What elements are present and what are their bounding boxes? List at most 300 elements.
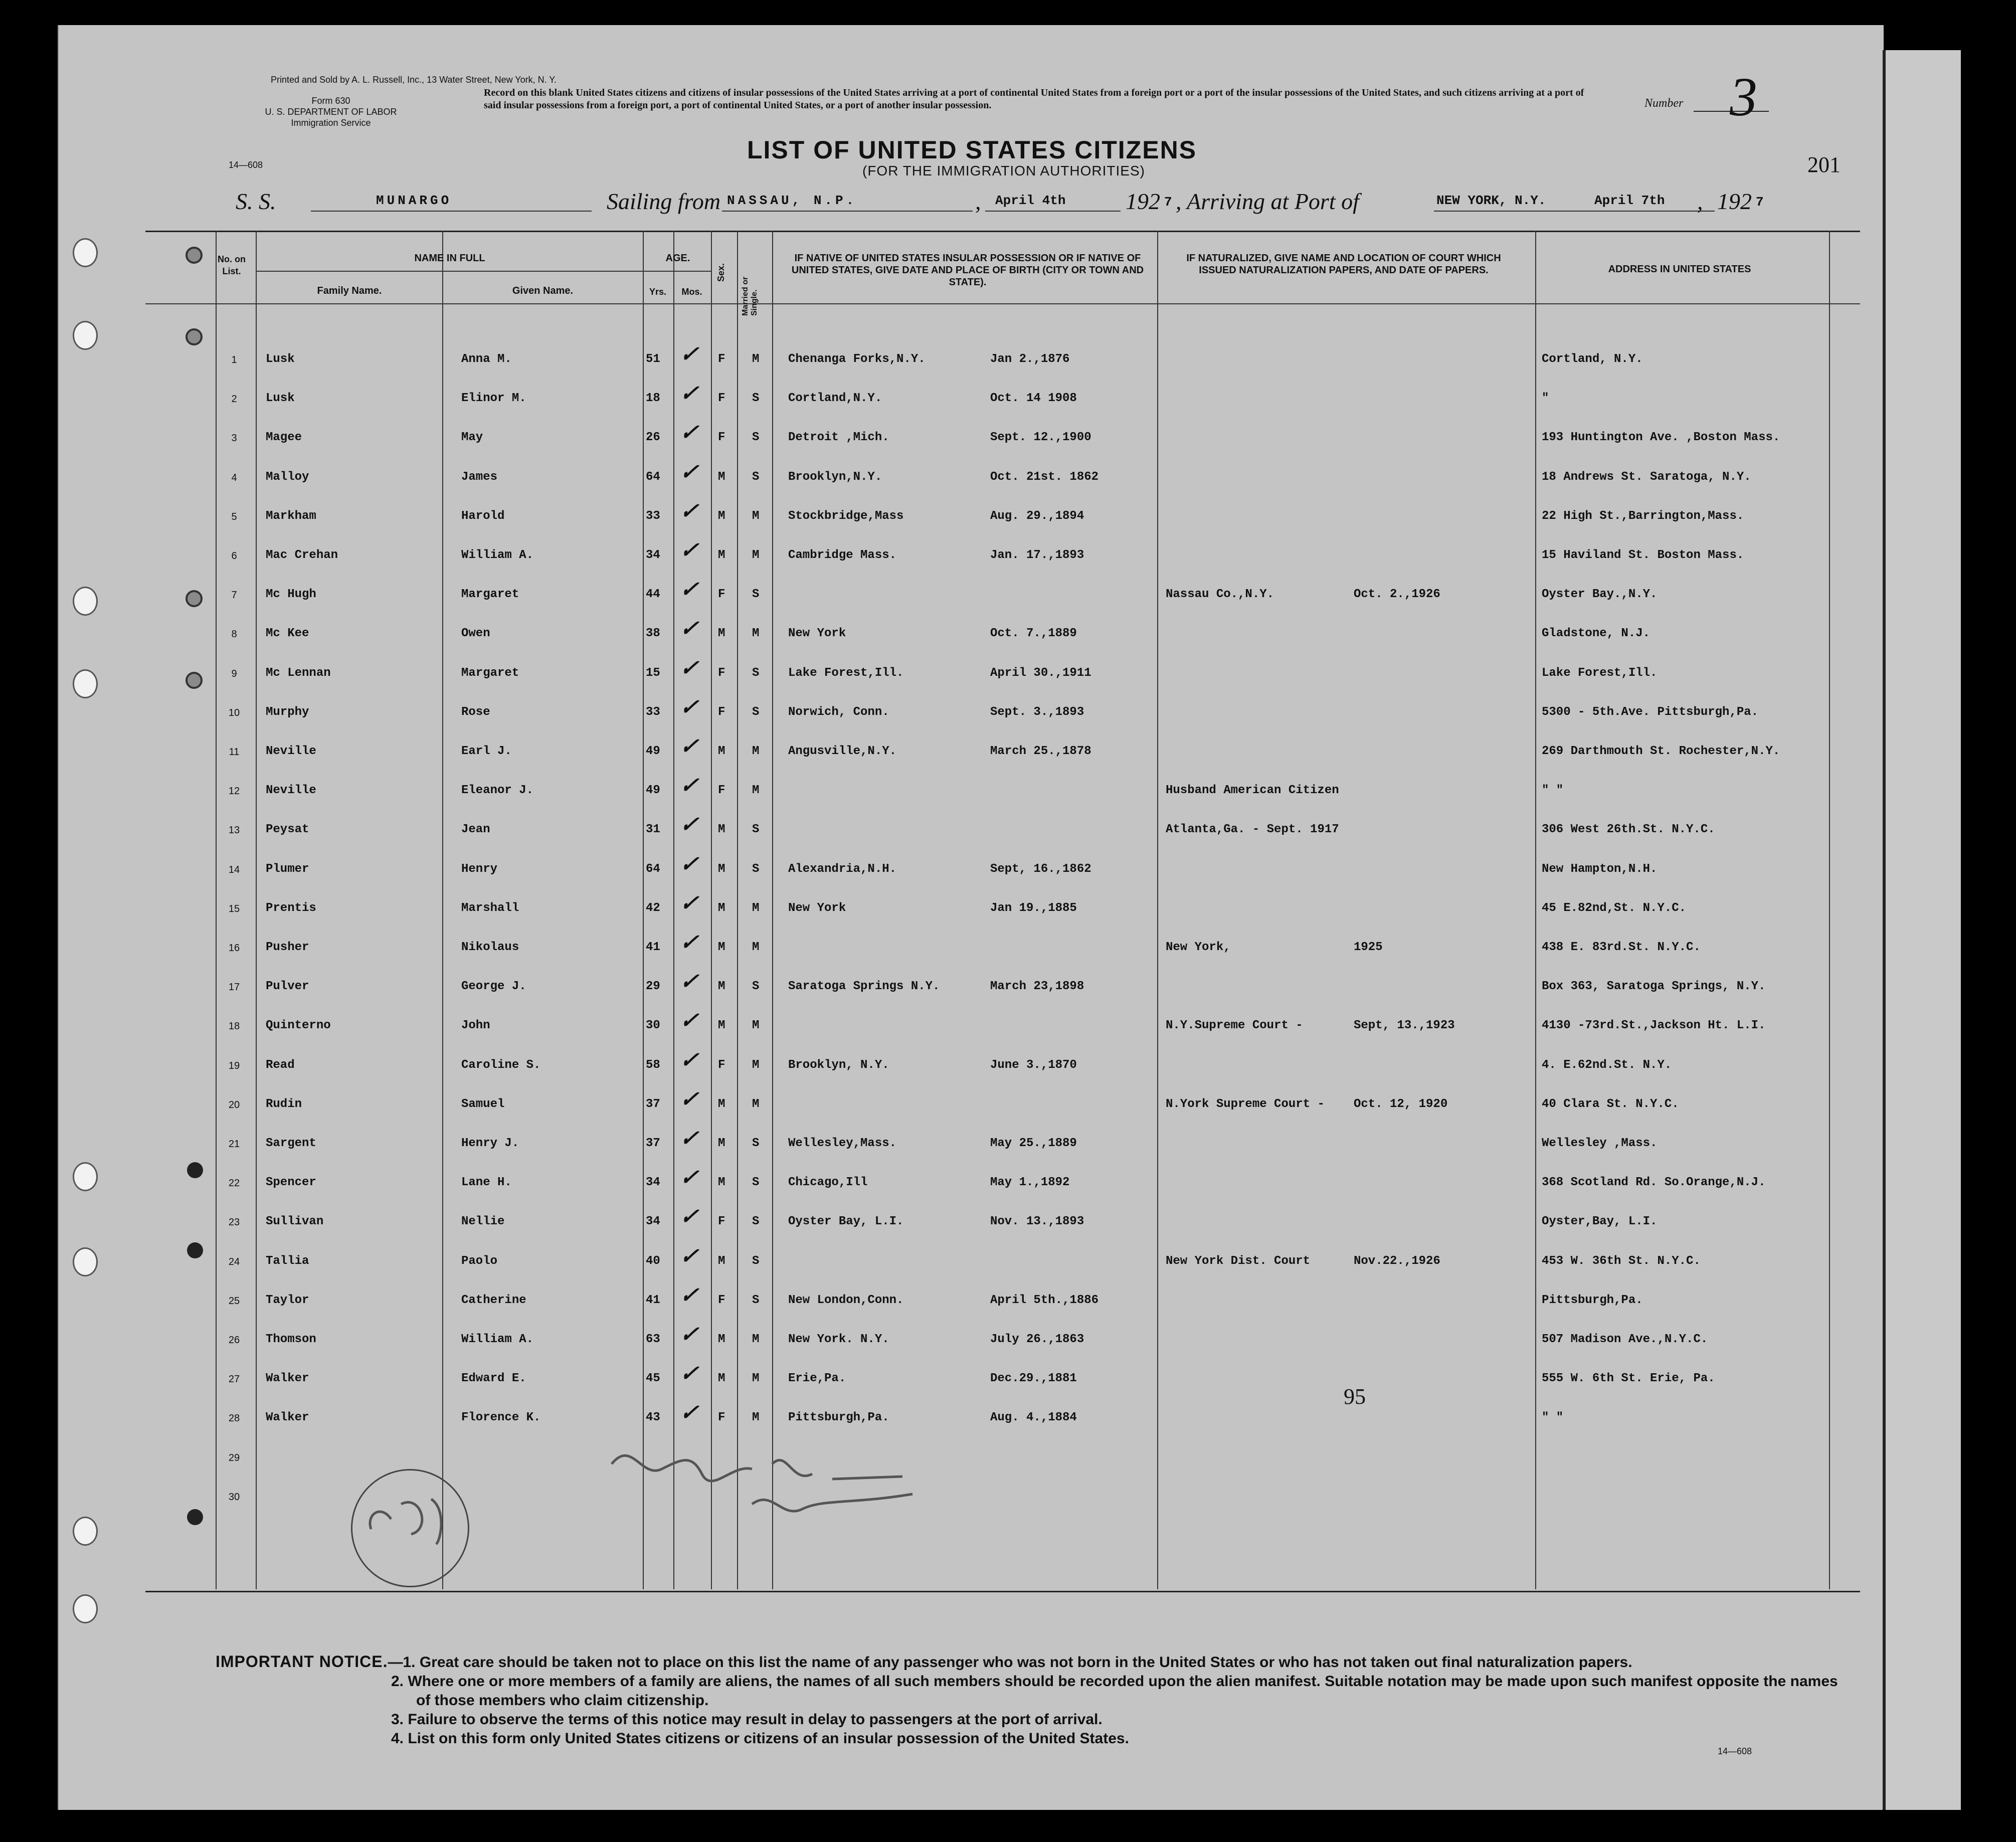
marital-status: M <box>752 509 760 523</box>
ship-underline <box>311 211 592 212</box>
col-family-name: Family Name. <box>317 285 382 296</box>
us-address: " <box>1542 392 1549 405</box>
birth-place: New London,Conn. <box>788 1294 904 1307</box>
given-name: Rose <box>461 705 490 719</box>
family-name: Mac Crehan <box>266 548 338 562</box>
marital-status: S <box>752 705 760 719</box>
column-rule <box>737 231 738 1589</box>
us-address: Wellesley ,Mass. <box>1542 1137 1658 1150</box>
naturalization-court: New York, <box>1166 941 1231 954</box>
marital-status: S <box>752 823 760 836</box>
age-years: 45 <box>646 1372 660 1385</box>
sex: F <box>718 431 725 444</box>
departure-port: NASSAU, N.P. <box>727 193 857 208</box>
form-number: Form 630 <box>311 96 350 106</box>
us-address: 18 Andrews St. Saratoga, N.Y. <box>1542 470 1751 484</box>
family-name: Markham <box>266 509 316 523</box>
col-no-on-list: No. on List. <box>218 254 246 276</box>
birth-date: April 5th.,1886 <box>990 1294 1099 1307</box>
age-tick-mark: ✓ <box>677 1048 705 1072</box>
us-address: 368 Scotland Rd. So.Orange,N.J. <box>1542 1176 1766 1189</box>
birth-date: Sept. 3.,1893 <box>990 705 1084 719</box>
row-number: 3 <box>231 433 237 444</box>
age-tick-mark: ✓ <box>677 773 705 798</box>
col-address: ADDRESS IN UNITED STATES <box>1608 264 1751 275</box>
marital-status: M <box>752 941 760 954</box>
birth-date: Sept, 16.,1862 <box>990 862 1091 876</box>
us-address: 555 W. 6th St. Erie, Pa. <box>1542 1372 1715 1385</box>
us-address: New Hampton,N.H. <box>1542 862 1658 876</box>
marital-status: M <box>752 1411 760 1424</box>
col-sex: Sex. <box>716 263 726 282</box>
given-name: Harold <box>461 509 505 523</box>
depart-year-digit: 7 <box>1164 195 1172 210</box>
age-tick-mark: ✓ <box>677 1126 705 1151</box>
given-name: George J. <box>461 980 526 993</box>
marital-status: M <box>752 1019 760 1032</box>
departure-date: April 4th <box>995 193 1066 208</box>
family-name: Mc Hugh <box>266 588 316 601</box>
birth-date: Dec.29.,1881 <box>990 1372 1077 1385</box>
age-tick-mark: ✓ <box>677 812 705 837</box>
column-rule <box>442 231 443 1589</box>
row-number: 19 <box>228 1060 240 1071</box>
family-name: Lusk <box>266 352 295 366</box>
age-years: 34 <box>646 1176 660 1189</box>
marital-status: M <box>752 1372 760 1385</box>
depart-date-underline <box>985 211 1121 212</box>
birth-place: Erie,Pa. <box>788 1372 846 1385</box>
sex: M <box>718 548 725 562</box>
row-number: 16 <box>228 943 240 954</box>
column-rule <box>256 231 257 1589</box>
row-number: 12 <box>228 786 240 797</box>
family-name: Taylor <box>266 1294 309 1307</box>
age-years: 40 <box>646 1254 660 1268</box>
row-number: 15 <box>228 903 240 914</box>
marital-status: M <box>752 548 760 562</box>
ship-name: MUNARGO <box>376 193 452 208</box>
handwritten-circle-note <box>361 1484 461 1557</box>
age-tick-mark: ✓ <box>677 342 705 366</box>
birth-date: March 23,1898 <box>990 980 1084 993</box>
age-tick-mark: ✓ <box>677 852 705 876</box>
naturalization-date: Oct. 12, 1920 <box>1354 1097 1448 1111</box>
given-name: Henry <box>461 862 498 876</box>
us-address: 438 E. 83rd.St. N.Y.C. <box>1542 941 1701 954</box>
row-number: 25 <box>228 1296 240 1307</box>
birth-place: Cambridge Mass. <box>788 548 897 562</box>
marital-status: S <box>752 392 760 405</box>
form-code: 14—608 <box>228 160 263 170</box>
sailing-label: Sailing from <box>607 189 721 214</box>
column-rule <box>673 231 674 1589</box>
form-instructions: Record on this blank United States citizens and citizens of insular possessions of the United States arriving at a port of continental United States from a foreign port or a port of the insular possessions of the United States, and such citizens arriving at a port of said insular possessions from a foreign port, a port of continental United States, or a port of another insular possession. <box>484 87 1584 111</box>
us-address: 193 Huntington Ave. ,Boston Mass. <box>1542 431 1780 444</box>
age-years: 37 <box>646 1097 660 1111</box>
column-rule <box>711 231 712 1589</box>
list-number: 3 <box>1730 66 1757 127</box>
arrival-port: NEW YORK, N.Y. <box>1436 193 1546 208</box>
row-number: 8 <box>231 629 237 640</box>
footer-form-code: 14—608 <box>1717 1746 1752 1756</box>
column-rule <box>772 231 773 1589</box>
row-number: 23 <box>228 1217 240 1228</box>
us-address: 269 Darthmouth St. Rochester,N.Y. <box>1542 745 1780 758</box>
comma: , <box>975 189 981 214</box>
col-birth: IF NATIVE OF UNITED STATES INSULAR POSSESSION OR IF NATIVE OF UNITED STATES, GIVE DATE AND PLACE OF BIRTH (CITY OR TOWN AND STATE). <box>791 253 1144 288</box>
header-rule <box>145 303 1860 304</box>
binder-hole <box>73 587 98 616</box>
birth-place: Pittsburgh,Pa. <box>788 1411 889 1424</box>
marital-status: S <box>752 470 760 484</box>
binder-hole <box>73 1162 98 1191</box>
arriving-label: , Arriving at Port of <box>1176 189 1359 214</box>
col-naturalized: IF NATURALIZED, GIVE NAME AND LOCATION OF COURT WHICH ISSUED NATURALIZATION PAPERS, AND DATE OF PAPERS. <box>1186 253 1501 276</box>
birth-place: Chenanga Forks,N.Y. <box>788 352 926 366</box>
given-name: May <box>461 431 483 444</box>
given-name: Jean <box>461 823 490 836</box>
row-number: 7 <box>231 590 237 601</box>
family-name: Quinterno <box>266 1019 331 1032</box>
row-number: 27 <box>228 1374 240 1385</box>
row-number: 30 <box>228 1492 240 1503</box>
row-number: 11 <box>229 747 240 758</box>
sex: M <box>718 509 725 523</box>
age-tick-mark: ✓ <box>677 460 705 484</box>
column-rule <box>1157 231 1158 1589</box>
marital-status: S <box>752 1294 760 1307</box>
given-name: William A. <box>461 548 534 562</box>
from-underline <box>722 211 973 212</box>
sex: M <box>718 941 725 954</box>
birth-place: Wellesley,Mass. <box>788 1137 897 1150</box>
age-years: 41 <box>646 1294 660 1307</box>
family-name: Walker <box>266 1372 309 1385</box>
naturalization-date: Nov.22.,1926 <box>1354 1254 1440 1268</box>
row-number: 1 <box>231 354 237 365</box>
given-name: Owen <box>461 627 490 640</box>
given-name: James <box>461 470 498 484</box>
us-address: " " <box>1542 784 1564 797</box>
naturalization-court: N.York Supreme Court - <box>1166 1097 1325 1111</box>
age-tick-mark: ✓ <box>677 969 705 994</box>
age-tick-mark: ✓ <box>677 734 705 759</box>
sex: M <box>718 1137 725 1150</box>
notice-item-4: 4. List on this form only United States citizens or citizens of an insular possession of the United States. <box>391 1730 1129 1747</box>
age-tick-mark: ✓ <box>677 1087 705 1112</box>
sex: F <box>718 392 725 405</box>
form-subtitle: (FOR THE IMMIGRATION AUTHORITIES) <box>862 163 1145 178</box>
birth-place: New York <box>788 627 846 640</box>
given-name: Catherine <box>461 1294 526 1307</box>
given-name: Anna M. <box>461 352 512 366</box>
family-name: Spencer <box>266 1176 316 1189</box>
sex: M <box>718 1333 725 1346</box>
family-name: Neville <box>266 784 316 797</box>
given-name: Elinor M. <box>461 392 526 405</box>
marital-status: M <box>752 1097 760 1111</box>
birth-place: Alexandria,N.H. <box>788 862 897 876</box>
birth-place: Detroit ,Mich. <box>788 431 889 444</box>
col-given-name: Given Name. <box>512 285 574 296</box>
us-address: 22 High St.,Barrington,Mass. <box>1542 509 1744 523</box>
row-number: 13 <box>228 825 240 836</box>
row-number: 17 <box>228 982 240 993</box>
age-tick-mark: ✓ <box>677 1322 705 1347</box>
age-tick-mark: ✓ <box>677 1244 705 1268</box>
given-name: Lane H. <box>461 1176 512 1189</box>
given-name: Nellie <box>461 1215 505 1228</box>
naturalization-court: New York Dist. Court <box>1166 1254 1311 1268</box>
sex: M <box>718 1254 725 1268</box>
sex: M <box>718 901 725 915</box>
family-name: Neville <box>266 745 316 758</box>
col-age-mos: Mos. <box>681 287 702 297</box>
stamp-number: 95 <box>1344 1384 1366 1409</box>
department-name: U. S. DEPARTMENT OF LABOR <box>265 107 397 117</box>
notice-lead: IMPORTANT NOTICE. <box>216 1652 388 1671</box>
row-number: 21 <box>228 1139 240 1150</box>
birth-date: Oct. 14 1908 <box>990 392 1077 405</box>
family-name: Read <box>266 1058 295 1072</box>
age-tick-mark: ✓ <box>677 1283 705 1308</box>
age-years: 15 <box>646 666 660 680</box>
age-years: 29 <box>646 980 660 993</box>
us-address: 45 E.82nd,St. N.Y.C. <box>1542 901 1687 915</box>
given-name: Earl J. <box>461 745 512 758</box>
binder-hole <box>73 669 98 698</box>
sex: F <box>718 784 725 797</box>
to-port-underline <box>1434 211 1614 212</box>
sex: F <box>718 588 725 601</box>
sex: M <box>718 1097 725 1111</box>
binder-hole <box>73 1594 98 1623</box>
birth-date: Nov. 13.,1893 <box>990 1215 1084 1228</box>
given-name: John <box>461 1019 490 1032</box>
binder-hole <box>73 321 98 350</box>
us-address: Cortland, N.Y. <box>1542 352 1643 366</box>
col-married-single: Married or Single. <box>741 276 759 316</box>
age-years: 26 <box>646 431 660 444</box>
birth-date: March 25.,1878 <box>990 745 1091 758</box>
row-number: 26 <box>228 1335 240 1346</box>
age-tick-mark: ✓ <box>677 1204 705 1229</box>
marital-status: S <box>752 1215 760 1228</box>
age-tick-mark: ✓ <box>677 1165 705 1190</box>
given-name: Margaret <box>461 666 519 680</box>
birth-date: Oct. 21st. 1862 <box>990 470 1099 484</box>
notice-item-1: —1. Great care should be taken not to place on this list the name of any passenger who was not born in the United States or who has not taken out final naturalization papers. <box>388 1654 1632 1671</box>
given-name: Margaret <box>461 588 519 601</box>
col-age-yrs: Yrs. <box>649 287 667 297</box>
birth-date: April 30.,1911 <box>990 666 1091 680</box>
us-address: Oyster,Bay, L.I. <box>1542 1215 1658 1228</box>
age-tick-mark: ✓ <box>677 1400 705 1425</box>
sex: M <box>718 470 725 484</box>
sex: M <box>718 745 725 758</box>
arrive-year: 192 <box>1717 189 1752 214</box>
naturalization-court: N.Y.Supreme Court - <box>1166 1019 1303 1032</box>
given-name: Nikolaus <box>461 941 519 954</box>
sex: M <box>718 627 725 640</box>
naturalization-court: Atlanta,Ga. - Sept. 1917 <box>1166 823 1339 836</box>
marital-status: S <box>752 431 760 444</box>
age-years: 64 <box>646 470 660 484</box>
age-tick-mark: ✓ <box>677 1008 705 1033</box>
sex: M <box>718 1176 725 1189</box>
us-address: " " <box>1542 1411 1564 1424</box>
family-name: Pulver <box>266 980 309 993</box>
sex: M <box>718 823 725 836</box>
us-address: Box 363, Saratoga Springs, N.Y. <box>1542 980 1766 993</box>
age-years: 44 <box>646 588 660 601</box>
marital-status: S <box>752 862 760 876</box>
birth-date: June 3.,1870 <box>990 1058 1077 1072</box>
age-tick-mark: ✓ <box>677 695 705 719</box>
row-number: 14 <box>228 864 240 875</box>
printer-line: Printed and Sold by A. L. Russell, Inc., 13 Water Street, New York, N. Y. <box>271 75 557 85</box>
marital-status: S <box>752 666 760 680</box>
column-rule <box>643 231 644 1589</box>
given-name: Edward E. <box>461 1372 526 1385</box>
birth-place: Saratoga Springs N.Y. <box>788 980 940 993</box>
sex: M <box>718 862 725 876</box>
notice-item-3: 3. Failure to observe the terms of this notice may result in delay to passengers at the port of arrival. <box>391 1711 1103 1728</box>
important-notice <box>216 1652 1840 1748</box>
age-years: 33 <box>646 705 660 719</box>
given-name: Caroline S. <box>461 1058 541 1072</box>
birth-place: Oyster Bay, L.I. <box>788 1215 904 1228</box>
birth-place: Cortland,N.Y. <box>788 392 882 405</box>
marital-status: S <box>752 588 760 601</box>
binder-hole <box>73 1517 98 1546</box>
age-tick-mark: ✓ <box>677 891 705 915</box>
birth-place: New York <box>788 901 846 915</box>
family-name: Plumer <box>266 862 309 876</box>
family-name: Walker <box>266 1411 309 1424</box>
age-tick-mark: ✓ <box>677 381 705 406</box>
age-years: 49 <box>646 745 660 758</box>
birth-date: July 26.,1863 <box>990 1333 1084 1346</box>
marital-status: M <box>752 1333 760 1346</box>
naturalization-date: 1925 <box>1354 941 1383 954</box>
us-address: 453 W. 36th St. N.Y.C. <box>1542 1254 1701 1268</box>
naturalization-court: Nassau Co.,N.Y. <box>1166 588 1274 601</box>
birth-date: Oct. 7.,1889 <box>990 627 1077 640</box>
row-number: 2 <box>231 394 237 405</box>
birth-place: Norwich, Conn. <box>788 705 889 719</box>
family-name: Murphy <box>266 705 309 719</box>
birth-place: Lake Forest,Ill. <box>788 666 904 680</box>
birth-date: Jan. 17.,1893 <box>990 548 1084 562</box>
birth-date: Aug. 4.,1884 <box>990 1411 1077 1424</box>
age-years: 34 <box>646 1215 660 1228</box>
birth-date: May 1.,1892 <box>990 1176 1070 1189</box>
marital-status: S <box>752 1254 760 1268</box>
given-name: Paolo <box>461 1254 498 1268</box>
row-number: 4 <box>231 472 237 483</box>
birth-date: Jan 19.,1885 <box>990 901 1077 915</box>
row-number: 22 <box>228 1178 240 1189</box>
sex: M <box>718 1019 725 1032</box>
family-name: Magee <box>266 431 302 444</box>
sex: F <box>718 1294 725 1307</box>
age-tick-mark: ✓ <box>677 420 705 445</box>
row-number: 29 <box>228 1452 240 1463</box>
form-title: LIST OF UNITED STATES CITIZENS <box>747 136 1197 164</box>
naturalization-court: Husband American Citizen <box>1166 784 1339 797</box>
family-name: Peysat <box>266 823 309 836</box>
family-name: Tallia <box>266 1254 309 1268</box>
row-number: 9 <box>231 668 237 679</box>
age-tick-mark: ✓ <box>677 616 705 641</box>
us-address: Gladstone, N.J. <box>1542 627 1651 640</box>
page-edge-strip <box>1883 50 1961 1810</box>
comma: , <box>1697 189 1703 214</box>
ss-label: S. S. <box>236 189 276 214</box>
row-number: 6 <box>231 550 237 562</box>
binder-hole <box>73 238 98 267</box>
marital-status: S <box>752 980 760 993</box>
col-name-in-full: NAME IN FULL <box>414 253 485 264</box>
family-name: Rudin <box>266 1097 302 1111</box>
given-name: Henry J. <box>461 1137 519 1150</box>
given-name: Florence K. <box>461 1411 541 1424</box>
us-address: 5300 - 5th.Ave. Pittsburgh,Pa. <box>1542 705 1759 719</box>
sex: F <box>718 352 725 366</box>
family-name: Malloy <box>266 470 309 484</box>
given-name: Eleanor J. <box>461 784 534 797</box>
age-years: 63 <box>646 1333 660 1346</box>
age-years: 49 <box>646 784 660 797</box>
age-years: 38 <box>646 627 660 640</box>
sex: F <box>718 1215 725 1228</box>
given-name: Marshall <box>461 901 519 915</box>
header-rule <box>256 271 712 272</box>
marital-status: M <box>752 901 760 915</box>
us-address: Pittsburgh,Pa. <box>1542 1294 1643 1307</box>
age-tick-mark: ✓ <box>677 538 705 563</box>
age-tick-mark: ✓ <box>677 930 705 955</box>
column-rule <box>1829 231 1830 1589</box>
birth-place: Angusville,N.Y. <box>788 745 897 758</box>
us-address: 40 Clara St. N.Y.C. <box>1542 1097 1679 1111</box>
birth-place: Brooklyn,N.Y. <box>788 470 882 484</box>
naturalization-date: Sept, 13.,1923 <box>1354 1019 1455 1032</box>
row-number: 5 <box>231 511 237 522</box>
handwritten-signature <box>602 1434 953 1532</box>
arrival-date: April 7th <box>1594 193 1665 208</box>
birth-place: New York. N.Y. <box>788 1333 889 1346</box>
age-years: 51 <box>646 352 660 366</box>
marital-status: M <box>752 1058 760 1072</box>
row-number: 28 <box>228 1413 240 1424</box>
depart-year: 192 <box>1126 189 1160 214</box>
sex: F <box>718 1058 725 1072</box>
row-number: 10 <box>228 707 240 718</box>
notice-item-2: 2. Where one or more members of a family are aliens, the names of all such members should be recorded upon the alien manifest. Suitable notation may be made upon such manifest opposite the names of those members who claim citizenship. <box>391 1673 1838 1709</box>
page-number: 201 <box>1807 152 1841 177</box>
col-age: AGE. <box>665 253 690 264</box>
age-years: 31 <box>646 823 660 836</box>
age-tick-mark: ✓ <box>677 499 705 523</box>
service-name: Immigration Service <box>291 118 371 128</box>
us-address: Lake Forest,Ill. <box>1542 666 1658 680</box>
family-name: Thomson <box>266 1333 316 1346</box>
age-years: 34 <box>646 548 660 562</box>
sex: M <box>718 1372 725 1385</box>
